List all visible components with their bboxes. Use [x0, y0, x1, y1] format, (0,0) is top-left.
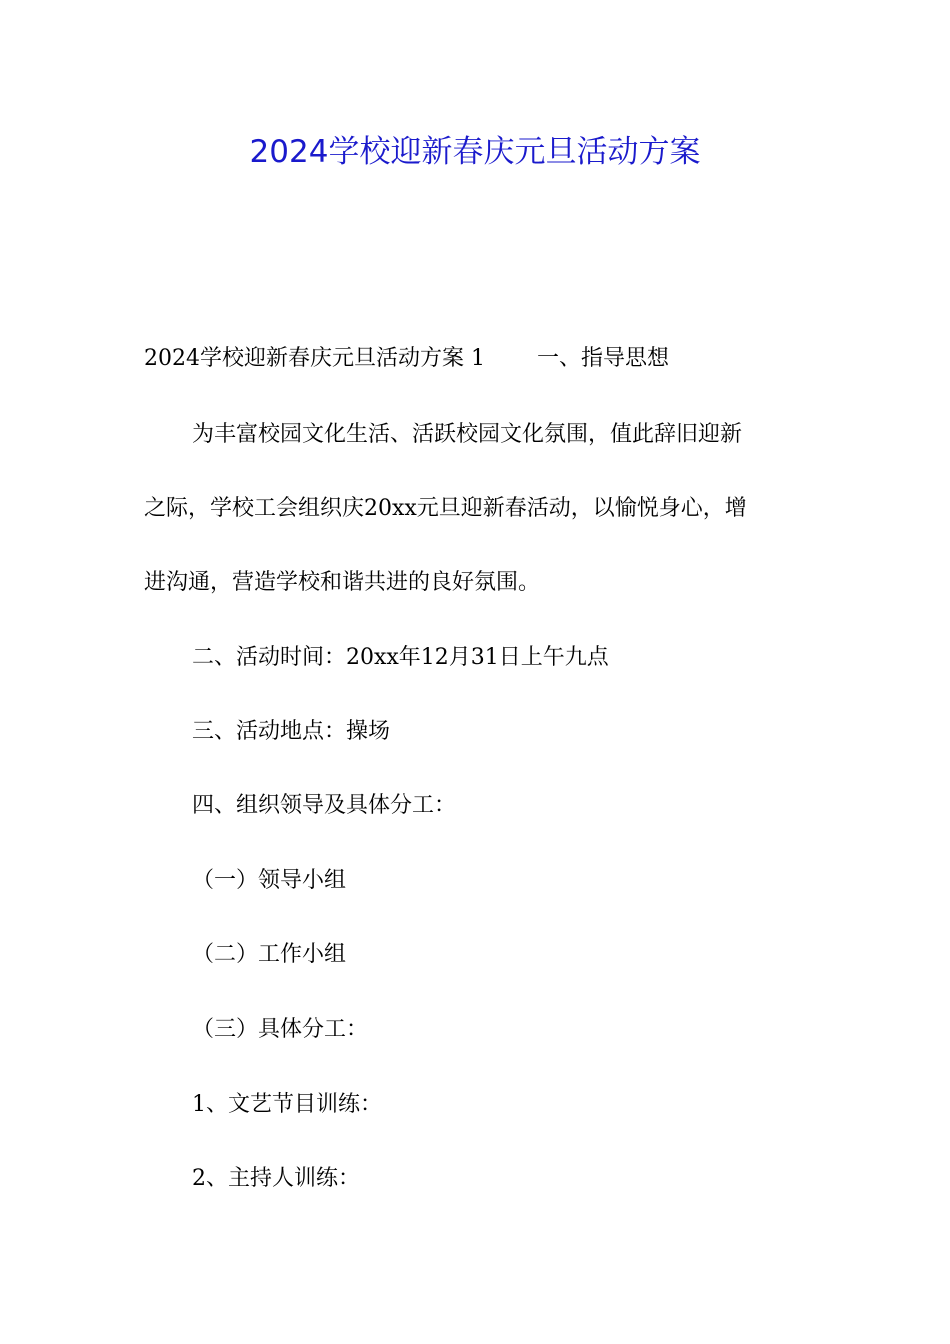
item-work-group: （二）工作小组 [192, 942, 347, 967]
item-specific-division: （三）具体分工： [192, 1017, 369, 1042]
section-heading-guiding-thought: 一、指导思想 [536, 346, 669, 371]
section-header-line [144, 344, 814, 374]
document-title: 2024学校迎新春庆元旦活动方案 [249, 134, 701, 170]
item-leadership-group: （一）领导小组 [192, 868, 347, 893]
item-performance-training: 1、文艺节目训练： [192, 1092, 382, 1117]
item-host-training: 2、主持人训练： [192, 1166, 360, 1191]
item-activity-location: 三、活动地点：操场 [192, 719, 391, 744]
item-organization: 四、组织领导及具体分工： [192, 793, 457, 818]
paragraph-line-3: 进沟通，营造学校和谐共进的良好氛围。 [144, 570, 541, 595]
paragraph-line-1: 为丰富校园文化生活、活跃校园文化氛围，值此辞旧迎新 [192, 422, 743, 447]
document-subtitle: 2024学校迎新春庆元旦活动方案 1 [144, 346, 485, 371]
paragraph-line-2: 之际，学校工会组织庆20xx元旦迎新春活动，以愉悦身心，增 [144, 496, 747, 521]
item-activity-time: 二、活动时间：20xx年12月31日上午九点 [192, 645, 609, 670]
